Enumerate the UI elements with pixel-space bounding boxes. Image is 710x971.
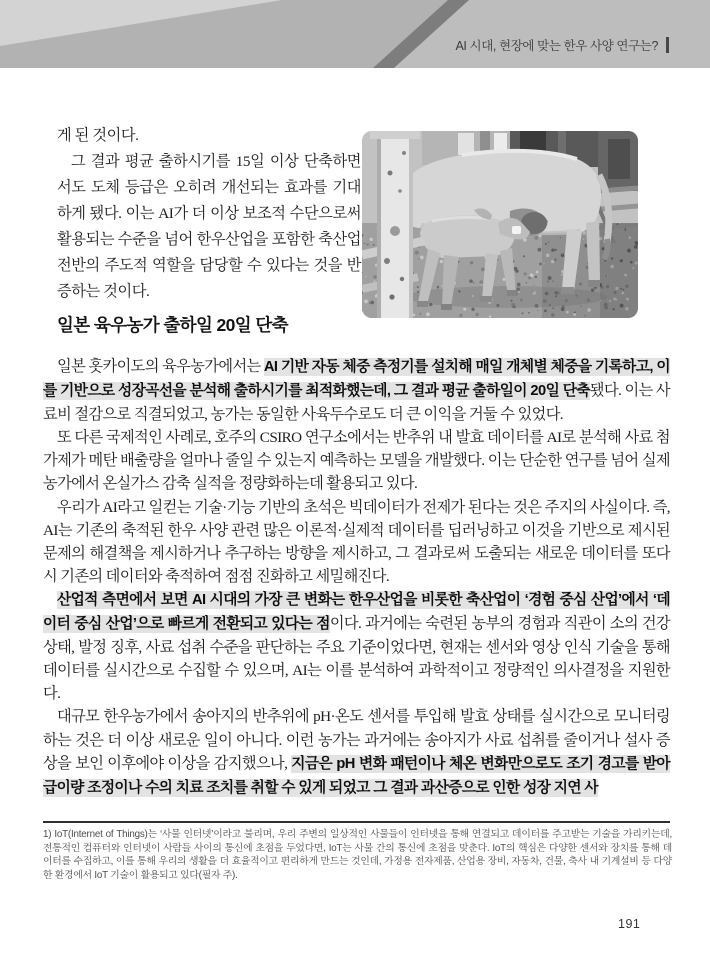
intro-paragraph: 게 된 것이다. (57, 127, 139, 144)
body-paragraph (43, 355, 670, 426)
body-paragraph (43, 588, 670, 705)
cattle-photo-graphic (362, 131, 638, 318)
body-paragraph (43, 705, 670, 799)
body-paragraph (43, 426, 670, 495)
body-text (43, 355, 670, 800)
body-paragraph (43, 496, 670, 588)
cattle-nursing-photo (362, 131, 638, 318)
page-header (0, 0, 710, 68)
text-segment: 대규모 한우농가에서 송아지의 반추위에 pH·온도 센서를 투입해 발효 상태를 실시간으로 모니터링하는 것은 더 이상 새로운 일이 아니다. 이런 농가는 과거에는 송아지가 사료 섭취를 줄이거나 설사 증상을 보인 이후에야 이상을 감지했으나, (43, 708, 670, 772)
text-segment: 일본 홋카이도의 육우농가에서는 (57, 358, 264, 375)
text-segment: 됐다. 이는 사료비 절감으로 직결되었고, 농가는 동일한 사육두수로도 더 큰 이익을 거둘 수 있었다. (43, 382, 670, 424)
text-segment: 우리가 AI라고 일컫는 기술·기능 기반의 초석은 빅데이터가 전제가 된다는 것은 주지의 사실이다. 즉, AI는 기존의 축적된 한우 사양 관련 많은 이론적·실제적 데이터를 딥러닝하고 이것을 기반으로 제시된 문제의 해결책을 제시하거나 추구하는 방향을 제시하고, 그 결과로써 도출되는 새로운 데이터를 또다시 기존의 데이터와 축적하여 점점 진화하고 세밀해진다. (43, 498, 670, 585)
running-head-divider (666, 37, 669, 53)
footnote: 1) IoT(Internet of Things)는 ‘사물 인터넷’이라고 불리며, 우리 주변의 일상적인 사물들이 인터넷을 통해 연결되고 데이터를 주고받는 기술을 가리키는데, 전통적인 컴퓨터와 인터넷이 사람들 사이의 통신에 초점을 두었다면, IoT는 사물 간의 통신에 초점을 맞춘다. IoT의 핵심은 다양한 센서와 장치를 통해 데이터를 수집하고, 이를 통해 우리의 생활을 더 효율적이고 편리하게 만드는 것인데, 가정용 전자제품, 산업용 장비, 자동차, 건물, 축사 내 기계설비 등 다양한 환경에서 IoT 기술이 활용되고 있다(필자 주). (43, 829, 672, 881)
text-segment: 이다. 과거에는 숙련된 농부의 경험과 직관이 소의 건강 상태, 발정 징후, 사료 섭취 수준을 판단하는 주요 기준이었다면, 현재는 센서와 영상 인식 기술을 통해 데이터를 실시간으로 수집할 수 있으며, AI는 이를 분석하여 과학적이고 정량적인 의사결정을 지원한다. (43, 615, 670, 703)
header-graphic (0, 0, 710, 68)
highlight-segment: 산업적 측면에서 보면 AI 시대의 가장 큰 변화는 한우산업을 비롯한 축산업이 ‘경험 중심 산업’에서 ‘데이터 중심 산업’으로 빠르게 전환되고 있다는 점 (43, 591, 670, 633)
highlight-segment: 지금은 pH 변화 패턴이나 체온 변화만으로도 조기 경고를 받아 급이량 조정이나 수의 치료 조치를 취할 수 있게 되었고 그 결과 과산증으로 인한 성장 지연 사 (43, 755, 670, 796)
footnote-rule (43, 821, 670, 823)
intro-paragraph: 그 결과 평균 출하시기를 15일 이상 단축하면서도 도체 등급은 오히려 개선되는 효과를 기대하게 됐다. 이는 AI가 더 이상 보조적 수단으로써 활용되는 수준을 넘어 한우산업을 포함한 축산업 전반의 주도적 역할을 담당할 수 있다는 것을 반증하는 것이다. (57, 153, 361, 300)
intro-column (57, 123, 361, 305)
text-segment: 또 다른 국제적인 사례로, 호주의 CSIRO 연구소에서는 반추위 내 발효 데이터를 AI로 분석해 사료 첨가제가 메탄 배출량을 얼마나 줄일 수 있는지 예측하는 모델을 개발했다. 이는 단순한 연구를 넘어 실제 농가에서 온실가스 감축 실적을 정량화하는데 활용되고 있다. (43, 429, 670, 493)
running-head (455, 36, 669, 54)
running-head-text: AI 시대, 현장에 맞는 한우 사양 연구는? (455, 39, 658, 53)
section-heading: 일본 육우농가 출하일 20일 단축 (57, 315, 288, 335)
page-number: 191 (618, 917, 641, 931)
highlight-segment: AI 기반 자동 체중 측정기를 설치해 매일 개체별 체중을 기록하고, 이를 기반으로 성장곡선을 분석해 출하시기를 최적화했는데, 그 결과 평균 출하일이 20일 단축 (43, 359, 670, 400)
